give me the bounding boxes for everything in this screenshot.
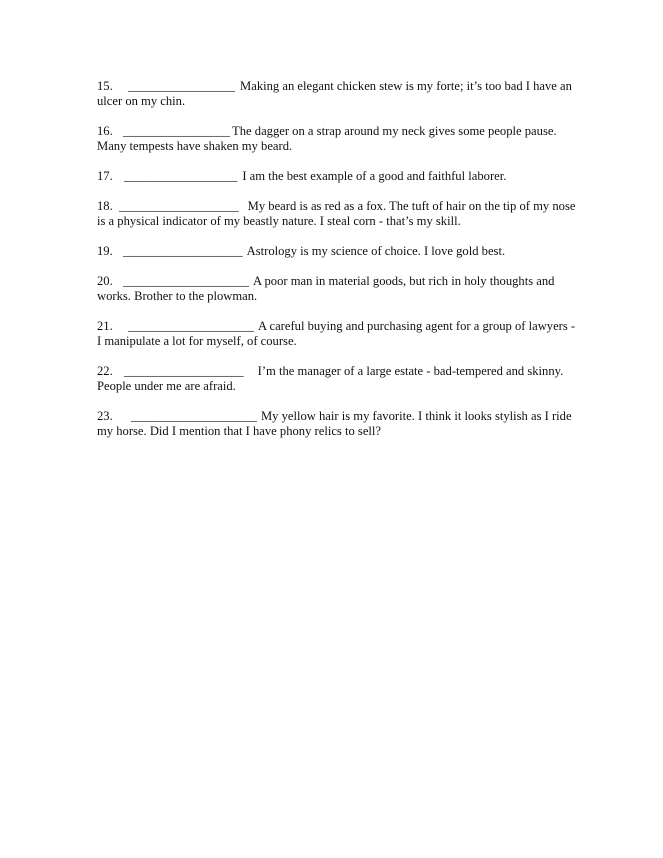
question-text: Astrology is my science of choice. I love gold best.	[246, 244, 506, 258]
question-text: I’m the manager of a large estate - bad-tempered and skinny. People under me are afraid.	[97, 364, 564, 393]
answer-blank: ____________________	[131, 409, 257, 423]
answer-blank: ___________________	[123, 244, 243, 258]
question-text: The dagger on a strap around my neck gives some people pause. Many tempests have shaken my beard.	[97, 124, 557, 153]
question-number: 17.	[97, 169, 113, 183]
question-number: 23.	[97, 409, 113, 423]
question-number: 19.	[97, 244, 113, 258]
question-16	[97, 124, 577, 154]
question-text: A poor man in material goods, but rich in holy thoughts and works. Brother to the plowman.	[97, 274, 555, 303]
question-number: 15.	[97, 79, 113, 93]
question-23	[97, 409, 577, 439]
question-number: 16.	[97, 124, 113, 138]
question-number: 22.	[97, 364, 113, 378]
question-text: My beard is as red as a fox. The tuft of hair on the tip of my nose is a physical indicator of my beastly nature. I steal corn - that’s my skill.	[97, 199, 576, 228]
question-text: A careful buying and purchasing agent for a group of lawyers - I manipulate a lot for myself, of course.	[97, 319, 576, 348]
question-text: I am the best example of a good and faithful laborer.	[242, 169, 507, 183]
answer-blank: ___________________	[119, 199, 239, 213]
question-22	[97, 364, 577, 394]
question-17	[97, 169, 577, 184]
answer-blank: _________________	[123, 124, 231, 138]
question-number: 21.	[97, 319, 113, 333]
question-text: My yellow hair is my favorite. I think it looks stylish as I ride my horse. Did I mention that I have phony relics to sell?	[97, 409, 572, 438]
answer-blank: ____________________	[128, 319, 254, 333]
question-20	[97, 274, 577, 304]
answer-blank: _________________	[128, 79, 236, 93]
question-19	[97, 244, 577, 259]
answer-blank: ____________________	[123, 274, 249, 288]
question-18	[97, 199, 577, 229]
answer-blank: __________________	[124, 169, 238, 183]
question-21	[97, 319, 577, 349]
question-number: 18.	[97, 199, 113, 213]
question-number: 20.	[97, 274, 113, 288]
question-text: Making an elegant chicken stew is my forte; it’s too bad I have an ulcer on my chin.	[97, 79, 572, 108]
answer-blank: ___________________	[124, 364, 244, 378]
question-15	[97, 79, 577, 109]
